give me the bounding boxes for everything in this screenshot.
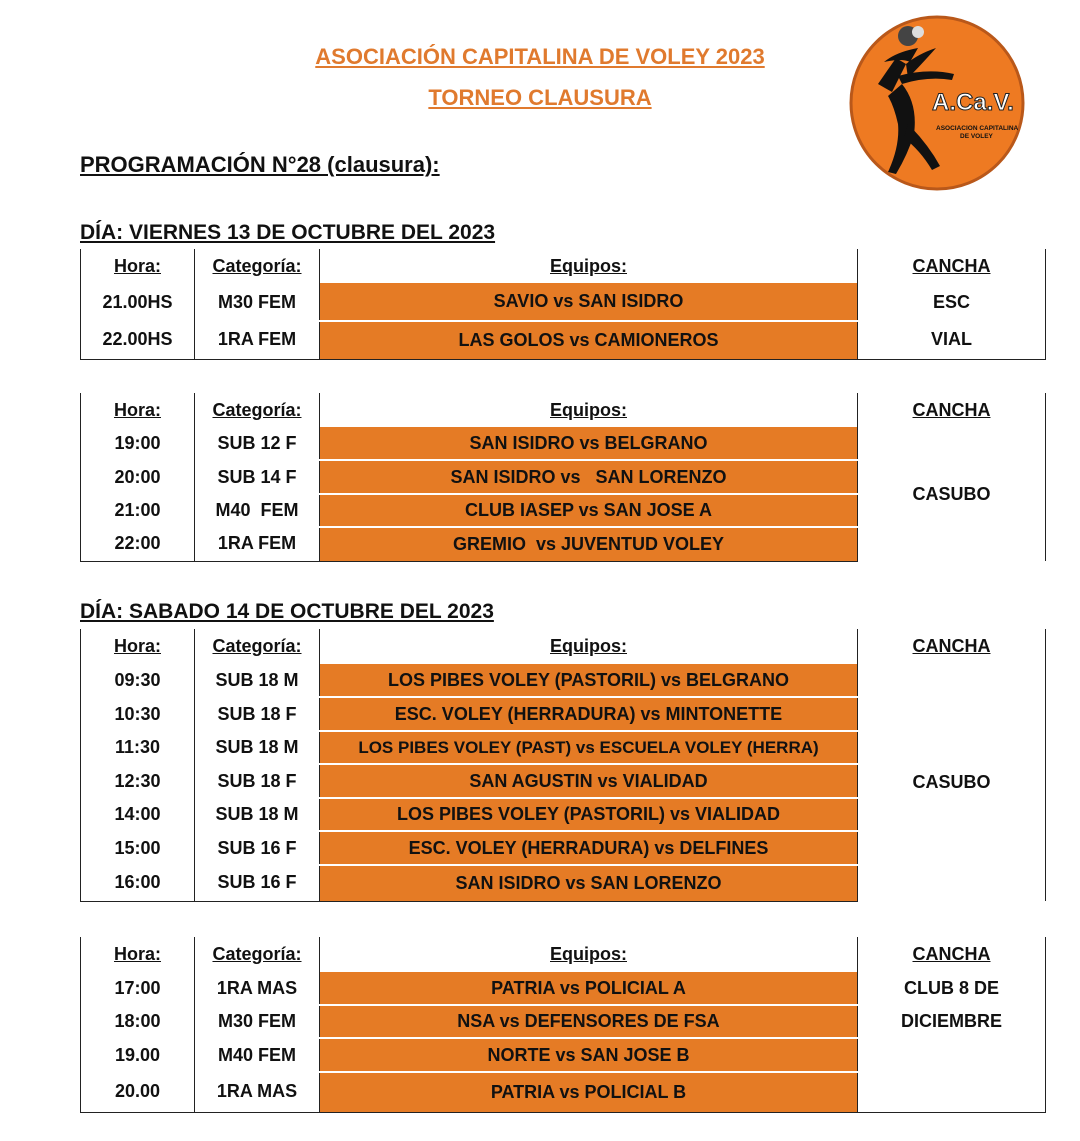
header-cancha: CANCHA (858, 937, 1046, 972)
cell-equipos: PATRIA vs POLICIAL A (320, 972, 858, 1005)
cell-hora: 17:00 (81, 972, 195, 1005)
cell-hora: 12:30 (81, 764, 195, 798)
cell-categoria: M30 FEM (195, 283, 320, 321)
cell-categoria: M40 FEM (195, 1038, 320, 1072)
cell-hora: 19:00 (81, 427, 195, 460)
cell-cancha-empty (858, 1072, 1046, 1112)
cell-equipos: LOS PIBES VOLEY (PASTORIL) vs VIALIDAD (320, 798, 858, 831)
schedule-table-viernes-1 (80, 249, 1046, 360)
header-hora: Hora: (81, 629, 195, 664)
cell-hora: 19.00 (81, 1038, 195, 1072)
cell-equipos: CLUB IASEP vs SAN JOSE A (320, 494, 858, 527)
cell-equipos: PATRIA vs POLICIAL B (320, 1072, 858, 1112)
cell-categoria: SUB 18 M (195, 731, 320, 764)
cell-cancha: DICIEMBRE (858, 1005, 1046, 1038)
table-row (81, 1072, 1046, 1112)
cell-categoria: SUB 16 F (195, 831, 320, 865)
acav-logo (848, 14, 1026, 192)
cell-categoria: M30 FEM (195, 1005, 320, 1038)
cell-hora: 10:30 (81, 697, 195, 731)
header-categoria: Categoría: (195, 629, 320, 664)
cell-categoria: SUB 16 F (195, 865, 320, 901)
logo-subtext-1: ASOCIACION CAPITALINA (936, 125, 1019, 132)
cell-equipos: SAN AGUSTIN vs VIALIDAD (320, 764, 858, 798)
cell-hora: 22.00HS (81, 321, 195, 359)
cell-categoria: 1RA FEM (195, 321, 320, 359)
cell-hora: 14:00 (81, 798, 195, 831)
table-row (81, 664, 1046, 697)
cell-equipos: LOS PIBES VOLEY (PASTORIL) vs BELGRANO (320, 664, 858, 697)
cell-categoria: SUB 18 M (195, 664, 320, 697)
programacion-heading: PROGRAMACIÓN N°28 (clausura): (80, 152, 440, 177)
header-cancha: CANCHA (858, 629, 1046, 664)
cell-cancha: VIAL (858, 321, 1046, 359)
cell-equipos: NORTE vs SAN JOSE B (320, 1038, 858, 1072)
cell-categoria: 1RA FEM (195, 527, 320, 561)
header-equipos: Equipos: (320, 249, 858, 283)
cell-cancha: CLUB 8 DE (858, 972, 1046, 1005)
cell-categoria: SUB 14 F (195, 460, 320, 494)
cell-hora: 11:30 (81, 731, 195, 764)
header-cancha: CANCHA (858, 249, 1046, 283)
cell-hora: 18:00 (81, 1005, 195, 1038)
cell-equipos: GREMIO vs JUVENTUD VOLEY (320, 527, 858, 561)
table-row (81, 1038, 1046, 1072)
cell-hora: 22:00 (81, 527, 195, 561)
header-categoria: Categoría: (195, 249, 320, 283)
cell-categoria: SUB 18 F (195, 697, 320, 731)
cell-cancha: CASUBO (858, 427, 1046, 561)
cell-equipos: SAN ISIDRO vs SAN LORENZO (320, 865, 858, 901)
header-equipos: Equipos: (320, 393, 858, 427)
logo-subtext-2: DE VOLEY (960, 133, 993, 140)
tournament-title: TORNEO CLAUSURA (428, 85, 652, 110)
cell-hora: 20:00 (81, 460, 195, 494)
table-row (81, 972, 1046, 1005)
cell-hora: 21:00 (81, 494, 195, 527)
cell-equipos: LAS GOLOS vs CAMIONEROS (320, 321, 858, 359)
cell-equipos: SAN ISIDRO vs SAN LORENZO (320, 460, 858, 494)
schedule-table-sabado-2 (80, 937, 1046, 1113)
cell-equipos: LOS PIBES VOLEY (PAST) vs ESCUELA VOLEY (HERRA) (320, 731, 858, 764)
cell-categoria: SUB 18 F (195, 764, 320, 798)
header-equipos: Equipos: (320, 629, 858, 664)
cell-equipos: SAVIO vs SAN ISIDRO (320, 283, 858, 321)
table-row (81, 427, 1046, 460)
logo-text: A.Ca.V. (932, 89, 1014, 116)
header-categoria: Categoría: (195, 937, 320, 972)
cell-categoria: SUB 12 F (195, 427, 320, 460)
schedule-table-sabado-1 (80, 629, 1046, 902)
header-equipos: Equipos: (320, 937, 858, 972)
table-row (81, 283, 1046, 321)
cell-equipos: ESC. VOLEY (HERRADURA) vs MINTONETTE (320, 697, 858, 731)
table-row (81, 321, 1046, 359)
header-hora: Hora: (81, 393, 195, 427)
cell-categoria: SUB 18 M (195, 798, 320, 831)
day-heading-viernes: DÍA: VIERNES 13 DE OCTUBRE DEL 2023 (80, 221, 496, 244)
header-cancha: CANCHA (858, 393, 1046, 427)
day-heading-sabado: DÍA: SABADO 14 DE OCTUBRE DEL 2023 (80, 600, 494, 623)
cell-equipos: SAN ISIDRO vs BELGRANO (320, 427, 858, 460)
cell-cancha: CASUBO (858, 664, 1046, 901)
cell-categoria: 1RA MAS (195, 1072, 320, 1112)
header-hora: Hora: (81, 937, 195, 972)
cell-cancha: ESC (858, 283, 1046, 321)
cell-hora: 15:00 (81, 831, 195, 865)
header-categoria: Categoría: (195, 393, 320, 427)
cell-hora: 16:00 (81, 865, 195, 901)
cell-equipos: ESC. VOLEY (HERRADURA) vs DELFINES (320, 831, 858, 865)
cell-categoria: 1RA MAS (195, 972, 320, 1005)
cell-equipos: NSA vs DEFENSORES DE FSA (320, 1005, 858, 1038)
cell-cancha-empty (858, 1038, 1046, 1072)
table-row (81, 1005, 1046, 1038)
schedule-table-viernes-2 (80, 393, 1046, 562)
association-title: ASOCIACIÓN CAPITALINA DE VOLEY 2023 (315, 44, 765, 69)
cell-hora: 09:30 (81, 664, 195, 697)
cell-hora: 20.00 (81, 1072, 195, 1112)
header-hora: Hora: (81, 249, 195, 283)
cell-hora: 21.00HS (81, 283, 195, 321)
cell-categoria: M40 FEM (195, 494, 320, 527)
